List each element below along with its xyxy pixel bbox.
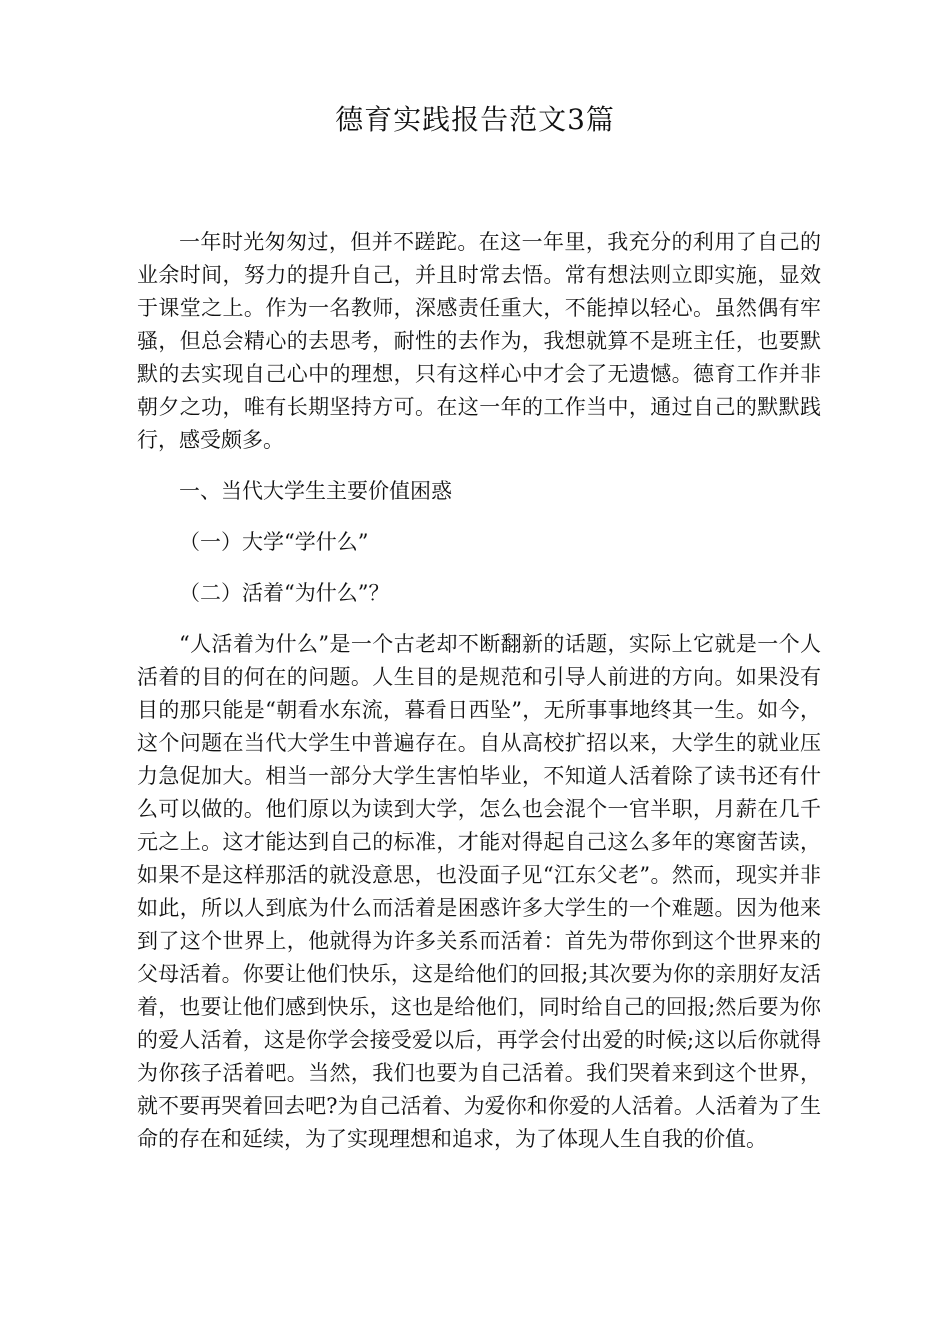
body-paragraph: “人活着为什么”是一个古老却不断翻新的话题，实际上它就是一个人活着的目的何在的问题。人生目的是规范和引导人前进的方向。如果没有目的那只能是“朝看水东流，暮看日西坠”，无所事事地终其一生。如今，这个问题在当代大学生中普遍存在。自从高校扩招以来，大学生的就业压力急促加大。相当一部分大学生害怕毕业，不知道人活着除了读书还有什么可以做的。他们原以为读到大学，怎么也会混个一官半职，月薪在几千元之上。这才能达到自己的标准，才能对得起自己这么多年的寒窗苦读，如果不是这样那活的就没意思，也没面子见“江东父老”。然而，现实并非如此，所以人到底为什么而活着是困惑许多大学生的一个难题。因为他来到了这个世界上，他就得为许多关系而活着：首先为带你到这个世界来的父母活着。你要让他们快乐，这是给他们的回报;其次要为你的亲朋好友活着，也要让他们感到快乐，这也是给他们，同时给自己的回报;然后要为你的爱人活着，这是你学会接受爱以后，再学会付出爱的时候;这以后你就得为你孩子活着吧。当然，我们也要为自己活着。我们哭着来到这个世界，就不要再哭着回去吧?为自己活着、为爱你和你爱的人活着。人活着为了生命的存在和延续，为了实现理想和追求，为了体现人生自我的价值。 — [137, 632, 821, 1151]
document-title: 德育实践报告范文3篇 — [335, 103, 615, 136]
section-heading: 一、当代大学生主要价值困惑 — [179, 479, 452, 503]
subsection-heading-2: （二）活着“为什么”？ — [179, 581, 390, 605]
document-body — [137, 226, 821, 1156]
subsection-heading-1: （一）大学“学什么” — [179, 530, 369, 554]
intro-paragraph: 一年时光匆匆过，但并不蹉跎。在这一年里，我充分的利用了自己的业余时间，努力的提升自己，并且时常去悟。常有想法则立即实施，显效于课堂之上。作为一名教师，深感责任重大，不能掉以轻心。虽然偶有牢骚，但总会精心的去思考，耐性的去作为，我想就算不是班主任，也要默默的去实现自己心中的理想，只有这样心中才会了无遗憾。德育工作并非朝夕之功，唯有长期坚持方可。在这一年的工作当中，通过自己的默默践行，感受颇多。 — [137, 230, 821, 452]
